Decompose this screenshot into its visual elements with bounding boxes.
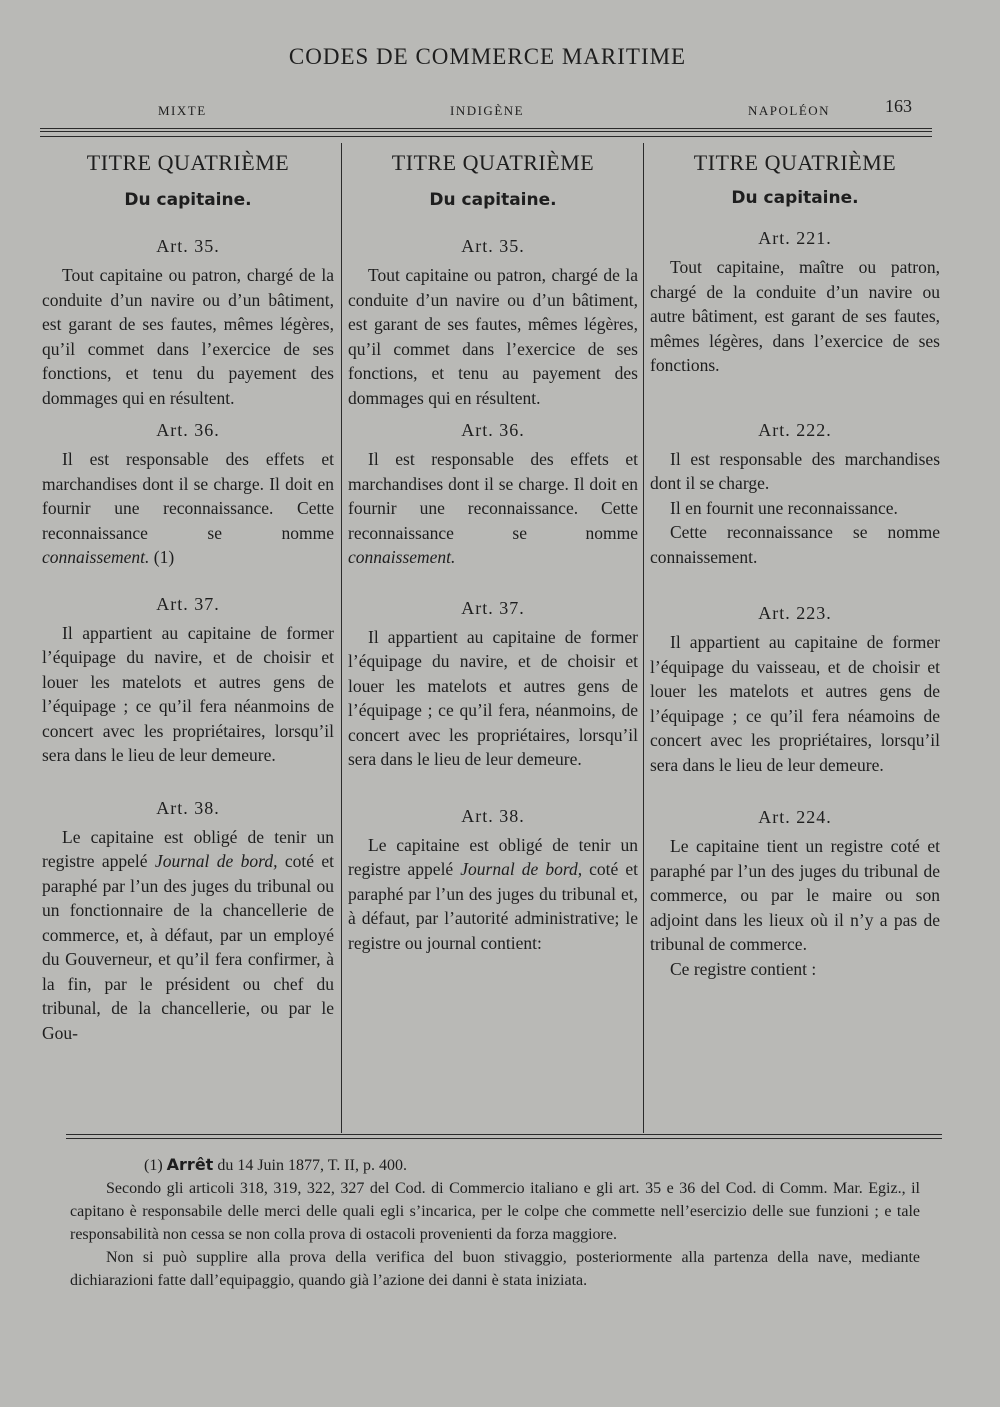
article-text: Il est responsable des effets et marchandises dont il se charge. Il doit en fournir une reconnaissance. Cette reconnaissance se nomme connaissement. (1) [42, 449, 334, 567]
footnote-reference: (1) Arrêt du 14 Juin 1877, T. II, p. 400. [144, 1155, 407, 1174]
article-text: Il appartient au capitaine de former l’équipage du navire, et de choisir et louer les matelots et autres gens de l’équipage ; ce qu’il fera néanmoins de concert avec les propriétaires, lorsqu’il sera dans le lieu de leur demeure. [42, 622, 334, 765]
running-title: CODES DE COMMERCE MARITIME [288, 44, 687, 69]
article-heading: Art. 35. [461, 236, 525, 256]
footnote-paragraph: Secondo gli articoli 318, 319, 322, 327 del Cod. di Commercio italiano e gli art. 35 e 36 del Cod. di Comm. Mar. Egiz., il capitano è responsabile delle merci delle quali egli s’incarica, per le colpe che commette nell’esercizio delle sue funzioni ; e tale responsabilità non cessa se non colla prova di ostacoli provenienti da forza maggiore. [70, 1180, 920, 1243]
chapter-subtitle: Du capitaine. [731, 188, 859, 208]
article-text: Le capitaine tient un registre coté et paraphé par l’un des juges du tribunal de commerce, ou par le maire ou son adjoint dans les lieux où il n’y a pas de tribunal de commerce. [650, 836, 940, 954]
article-text: Ce registre contient : [670, 958, 817, 979]
column-divider-1 [341, 143, 342, 1133]
article-text: Tout capitaine ou patron, chargé de la conduite d’un navire ou d’un bâtiment, est garant de ses fautes, mêmes légères, qu’il commet dans l’exercice de ses fonctions, et tenu au payement des dommages qui en résultent. [348, 265, 638, 408]
footnote-ref: (1) [149, 547, 175, 567]
titre-heading: TITRE QUATRIÈME [86, 150, 290, 175]
article-heading: Art. 37. [156, 593, 220, 614]
header-rule-mid [40, 131, 932, 132]
article-heading: Art. 224. [758, 807, 832, 827]
titre-heading: TITRE QUATRIÈME [391, 150, 595, 175]
footnote-rule-top [66, 1134, 942, 1135]
column-header-row [40, 96, 930, 120]
article-heading: Art. 36. [156, 420, 220, 440]
article-text: Le capitaine est obligé de tenir un registre appelé Journal de bord, coté et paraphé par l’un des juges du tribunal et, à défaut, par l’autorité administrative; le registre ou journal contient: [348, 834, 638, 953]
article-text: Il appartient au capitaine de former l’équipage du navire, et de choisir et louer les matelots et autres gens de l’équipage ; ce qu’il fera, néanmoins, de concert avec les propriétaires, lorsqu’il sera dans le lieu de leur demeure. [348, 626, 638, 769]
page-number: 163 [885, 96, 912, 116]
column-napoleon [650, 150, 940, 981]
header-rule-bottom [40, 136, 932, 137]
article-text: Cette reconnaissance se nomme connaissement. [650, 522, 940, 567]
column-indigene [348, 150, 638, 955]
article-heading: Art. 36. [461, 420, 525, 440]
article-text: Il est responsable des effets et marchandises dont il se charge. Il doit en fournir une reconnaissance. Cette reconnaissance se nomme connaissement. [348, 449, 638, 567]
article-heading: Art. 37. [461, 597, 525, 618]
article-heading: Art. 38. [461, 805, 525, 826]
article-text: Tout capitaine, maître ou patron, chargé de la conduite d’un navire ou autre bâtiment, est garant de ses fautes, mêmes légères, dans l’exercice de ses fonctions. [650, 257, 940, 375]
header-rule-top [40, 128, 932, 129]
footnote-paragraph: Non si può supplire alla prova della verifica del buon stivaggio, posteriormente alla partenza della nave, mediante dichiarazioni fatte dall’equipaggio, quando già l’azione dei danni è stata iniziata. [70, 1249, 920, 1289]
column-divider-2 [643, 143, 644, 1133]
article-text: Le capitaine est obligé de tenir un registre appelé Journal de bord, coté et paraphé par l’un des juges du tribunal ou un fonctionnaire de la chancellerie de commerce, et, à défaut, par un employé du Gouverneur, et qu’il fera confirmer, à la fin, par le président ou chef du tribunal, de la chancellerie, ou par le Gou- [42, 826, 335, 1043]
chapter-subtitle: Du capitaine. [124, 190, 252, 210]
article-text: Il appartient au capitaine de former l’équipage du vaisseau, et de choisir et louer les matelots et autres gens de l’équipage ; ce qu’il fera néamoins de concert avec les propriétaires, lorsqu’il sera dans le lieu de leur demeure. [650, 632, 940, 775]
header-indigene: INDIGÈNE [450, 103, 525, 118]
article-heading: Art. 221. [758, 228, 832, 248]
article-heading: Art. 223. [758, 603, 832, 623]
article-heading: Art. 35. [156, 236, 220, 256]
article-text: Il est responsable des marchandises dont il se charge. [650, 448, 940, 493]
article-text: Il en fournit une reconnaissance. [670, 497, 898, 518]
header-napoleon: NAPOLÉON [748, 103, 831, 118]
footnotes [70, 1153, 920, 1292]
footnote-rule-bottom [66, 1138, 942, 1139]
header-mixte: MIXTE [158, 103, 207, 118]
article-heading: Art. 38. [156, 797, 220, 818]
chapter-subtitle: Du capitaine. [429, 190, 557, 210]
article-text: Tout capitaine ou patron, chargé de la conduite d’un navire ou d’un bâtiment, est garant de ses fautes, mêmes légères, qu’il commet dans l’exercice de ses fonctions, et tenu du payement des dommages qui en résultent. [42, 265, 334, 408]
titre-heading: TITRE QUATRIÈME [693, 150, 897, 175]
article-heading: Art. 222. [758, 419, 832, 440]
column-mixte [42, 150, 334, 1045]
